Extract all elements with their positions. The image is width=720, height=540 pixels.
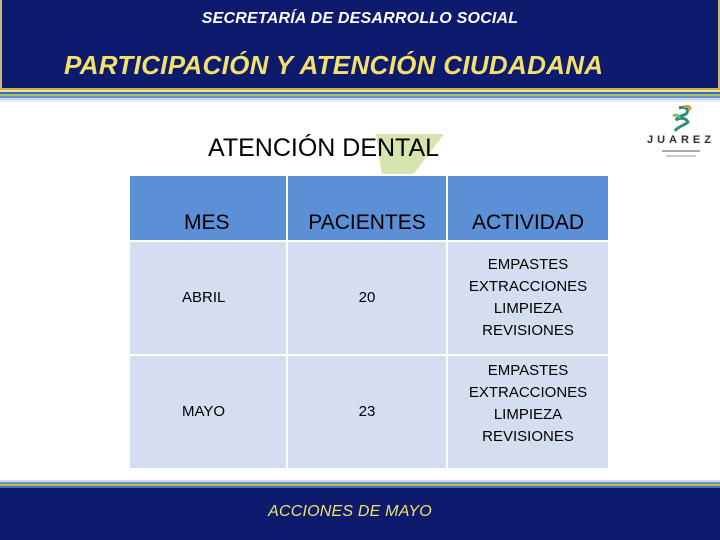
column-header-pacientes: PACIENTES [287, 175, 447, 241]
page-title: PARTICIPACIÓN Y ATENCIÓN CIUDADANA [64, 50, 604, 80]
activity-item: EXTRACCIONES [468, 384, 588, 401]
header-banner [0, 0, 720, 88]
footer-caption: ACCIONES DE MAYO [268, 503, 432, 520]
activity-item: EXTRACCIONES [468, 278, 588, 295]
juarez-logo [646, 104, 716, 160]
logo-tagline-line [662, 150, 700, 152]
logo-tagline-line [666, 155, 696, 157]
cell-mes: ABRIL [129, 241, 287, 355]
activity-item: EMPASTES [487, 256, 569, 273]
juarez-logo-icon [646, 104, 716, 136]
table-row [129, 241, 609, 355]
dental-care-table [128, 174, 610, 470]
cell-pacientes: 23 [287, 355, 447, 469]
header-stripes [0, 88, 720, 104]
activity-item: REVISIONES [482, 428, 574, 445]
organization-title: SECRETARÍA DE DESARROLLO SOCIAL [201, 10, 519, 27]
cell-mes: MAYO [129, 355, 287, 469]
section-title: ATENCIÓN DENTAL [208, 134, 440, 162]
logo-wordmark: JUAREZ [646, 134, 715, 146]
cell-pacientes: 20 [287, 241, 447, 355]
activity-item: LIMPIEZA [493, 300, 563, 317]
cell-actividad [447, 241, 609, 355]
activity-item: LIMPIEZA [493, 406, 563, 423]
activity-item: REVISIONES [482, 322, 574, 339]
cell-actividad [447, 355, 609, 469]
column-header-mes: MES [129, 175, 287, 241]
table-row [129, 355, 609, 469]
footer-stripes [0, 480, 720, 488]
footer-banner [0, 488, 720, 540]
column-header-actividad: ACTIVIDAD [447, 175, 609, 241]
activity-item: EMPASTES [487, 362, 569, 379]
table-header-row [129, 175, 609, 241]
